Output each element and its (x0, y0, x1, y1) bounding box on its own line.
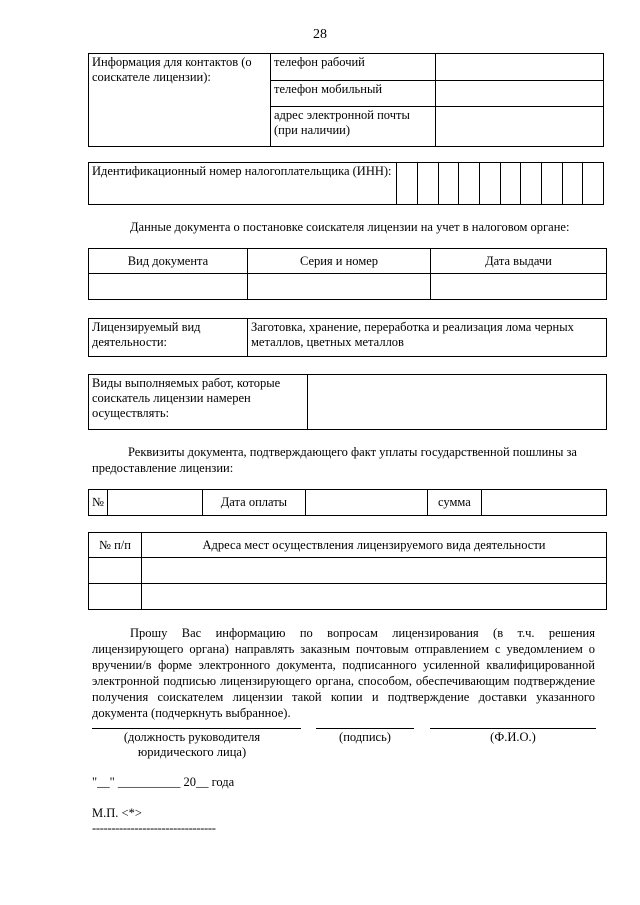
fee-sum-label: сумма (427, 490, 481, 516)
fee-date-field[interactable] (305, 490, 427, 516)
tax-doc-header: Серия и номер (248, 249, 431, 274)
name-line (430, 728, 596, 729)
activity-table (88, 318, 607, 357)
fee-sum-field[interactable] (481, 490, 606, 516)
contact-row-label: телефон мобильный (271, 81, 436, 107)
works-field[interactable] (308, 375, 607, 430)
address-cell[interactable] (142, 584, 607, 610)
addresses-col-address: Адреса мест осуществления лицензируемого вида деятельности (142, 533, 607, 558)
inn-label: Идентификационный номер налогоплательщика (ИНН): (89, 163, 397, 205)
inn-digit-cell[interactable] (562, 163, 583, 205)
doc-date-field[interactable] (431, 274, 607, 300)
inn-digit-cell[interactable] (479, 163, 500, 205)
address-cell[interactable] (142, 558, 607, 584)
address-num-cell[interactable] (89, 558, 142, 584)
fee-date-label: Дата оплаты (202, 490, 305, 516)
fee-table (88, 489, 607, 516)
inn-digit-cell[interactable] (438, 163, 459, 205)
tax-doc-heading: Данные документа о постановке соискателя лицензии на учет в налоговом органе: (130, 220, 570, 234)
work-phone-field[interactable] (436, 54, 604, 81)
footnote-separator: -------------------------------- (92, 821, 216, 835)
name-label: (Ф.И.О.) (490, 730, 536, 744)
contact-row-label: телефон рабочий (271, 54, 436, 81)
inn-digit-cell[interactable] (583, 163, 604, 205)
inn-digit-cell[interactable] (541, 163, 562, 205)
inn-digit-cell[interactable] (417, 163, 438, 205)
stamp-label: М.П. <*> (92, 806, 142, 820)
date-line: "__" __________ 20__ года (92, 775, 235, 789)
address-num-cell[interactable] (89, 584, 142, 610)
contacts-table (88, 53, 604, 147)
activity-value: Заготовка, хранение, переработка и реализация лома черных металлов, цветных металлов (248, 319, 607, 357)
addresses-col-num: № п/п (89, 533, 142, 558)
activity-label: Лицензируемый вид деятельности: (89, 319, 248, 357)
mobile-phone-field[interactable] (436, 81, 604, 107)
inn-digit-cell[interactable] (459, 163, 480, 205)
position-line (92, 728, 301, 729)
contact-row-label: адрес электронной почты (при наличии) (271, 107, 436, 147)
inn-digit-cell[interactable] (397, 163, 418, 205)
fee-heading: Реквизиты документа, подтверждающего факт уплаты государственной пошлины за предоставление лицензии: (92, 445, 577, 475)
signature-line (316, 728, 414, 729)
doc-series-field[interactable] (248, 274, 431, 300)
tax-doc-header: Вид документа (89, 249, 248, 274)
inn-digit-cell[interactable] (521, 163, 542, 205)
inn-digit-cell[interactable] (500, 163, 521, 205)
tax-doc-table (88, 248, 607, 300)
works-label: Виды выполняемых работ, которые соискатель лицензии намерен осуществлять: (89, 375, 308, 430)
page-number: 28 (313, 27, 327, 42)
signature-label: (подпись) (339, 730, 391, 744)
tax-doc-header: Дата выдачи (431, 249, 607, 274)
fee-num-label: № (89, 490, 108, 516)
request-text: Прошу Вас информацию по вопросам лицензирования (в т.ч. решения лицензирующего органа) направлять заказным почтовым отправлением с уведомлением о вручении/в форме электронного документа, подписанного усиленной квалифицированной электронной подписью лицензирующего органа, способом, обеспечивающим подтверждение получения соискателем лицензии такой копии и подтверждение доставки указанного документа (подчеркнуть выбранное). (92, 626, 595, 720)
contacts-label: Информация для контактов (о соискателе лицензии): (89, 54, 271, 147)
addresses-table (88, 532, 607, 610)
fee-num-field[interactable] (107, 490, 202, 516)
inn-table (88, 162, 604, 205)
doc-type-field[interactable] (89, 274, 248, 300)
works-table (88, 374, 607, 430)
email-field[interactable] (436, 107, 604, 147)
position-label: (должность руководителя юридического лица) (123, 730, 261, 759)
